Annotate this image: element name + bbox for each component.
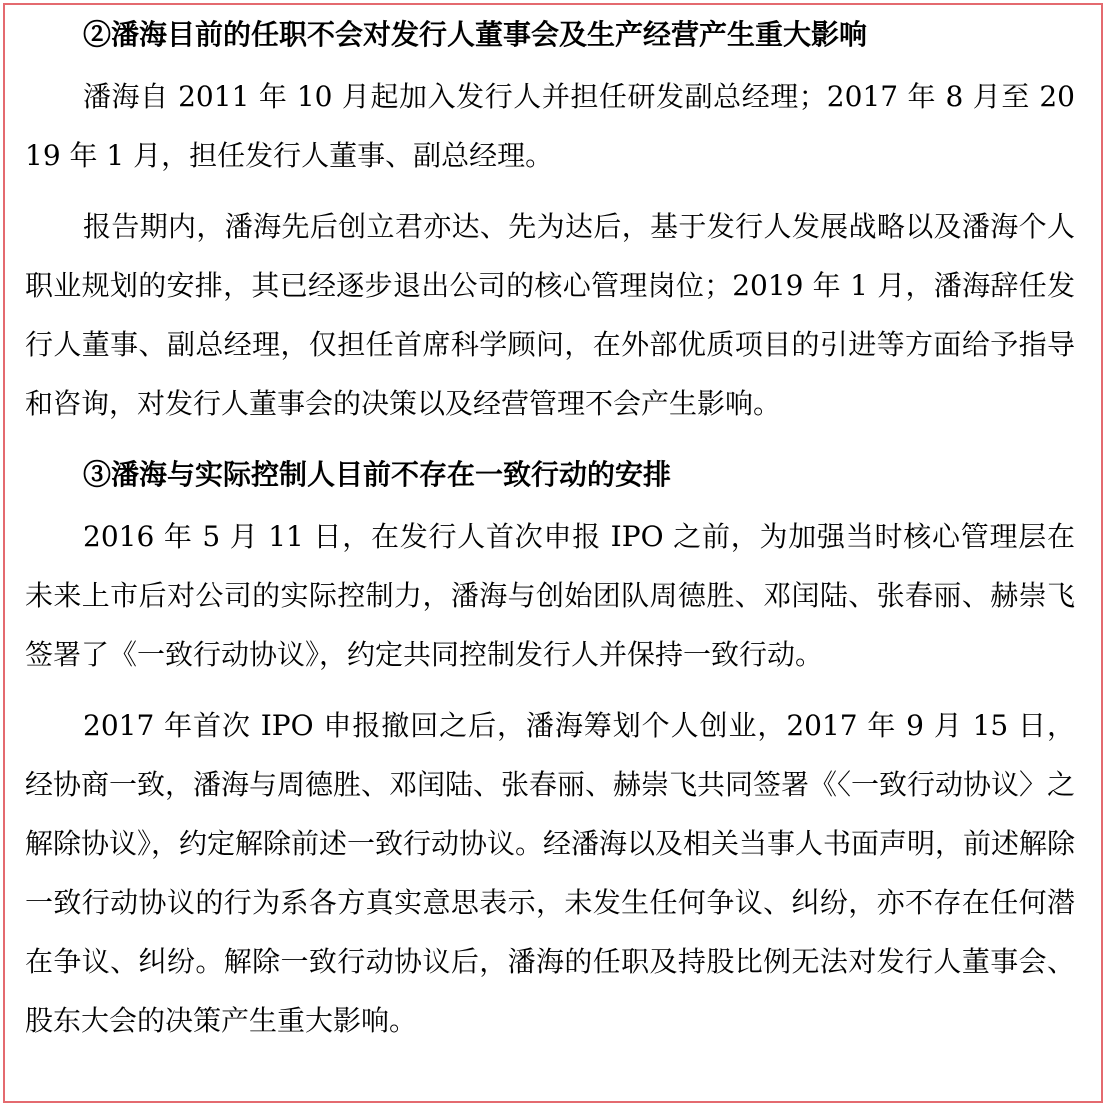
document-body — [25, 15, 1075, 1105]
section-2-heading: ②潘海目前的任职不会对发行人董事会及生产经营产生重大影响 — [83, 18, 868, 51]
section-2-paragraph-1: 潘海自 2011 年 10 月起加入发行人并担任研发副总经理；2017 年 8 月至 2019 年 1 月，担任发行人董事、副总经理。 — [25, 80, 1075, 172]
section-3-paragraph-1: 2016 年 5 月 11 日，在发行人首次申报 IPO 之前，为加强当时核心管理层在未来上市后对公司的实际控制力，潘海与创始团队周德胜、邓闰陆、张春丽、赫崇飞签署了《一致行动协议》，约定共同控制发行人并保持一致行动。 — [25, 520, 1075, 671]
spacer — [25, 55, 1075, 67]
section-3-heading: ③潘海与实际控制人目前不存在一致行动的安排 — [83, 458, 672, 491]
section-2-paragraph-2: 报告期内，潘海先后创立君亦达、先为达后，基于发行人发展战略以及潘海个人职业规划的安排，其已经逐步退出公司的核心管理岗位；2019 年 1 月，潘海辞任发行人董事、副总经理，仅担任首席科学顾问，在外部优质项目的引进等方面给予指导和咨询，对发行人董事会的决策以及经营管理不会产生影响。 — [25, 210, 1075, 420]
spacer — [25, 185, 1075, 197]
spacer — [25, 684, 1075, 696]
spacer — [25, 433, 1075, 455]
document-frame — [3, 3, 1103, 1103]
spacer — [25, 495, 1075, 507]
section-3-paragraph-2: 2017 年首次 IPO 申报撤回之后，潘海筹划个人创业，2017 年 9 月 15 日，经协商一致，潘海与周德胜、邓闰陆、张春丽、赫崇飞共同签署《〈一致行动协议〉之解除协议》，约定解除前述一致行动协议。经潘海以及相关当事人书面声明，前述解除一致行动协议的行为系各方真实意思表示，未发生任何争议、纠纷，亦不存在任何潜在争议、纠纷。解除一致行动协议后，潘海的任职及持股比例无法对发行人董事会、股东大会的决策产生重大影响。 — [25, 709, 1075, 1037]
